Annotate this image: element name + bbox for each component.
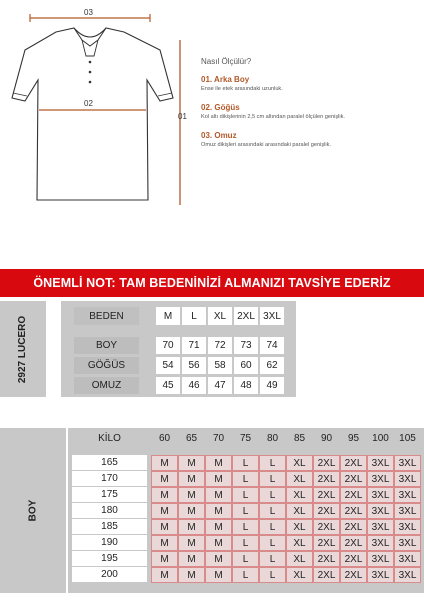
- recommended-size-cell: 2XL: [313, 455, 340, 471]
- recommended-size-cell: M: [178, 535, 205, 551]
- recommended-size-cell: M: [205, 487, 232, 503]
- recommended-size-cell: M: [178, 567, 205, 583]
- weight-header-cell: 80: [259, 430, 286, 447]
- recommended-size-cell: 3XL: [367, 519, 394, 535]
- important-note-banner: ÖNEMLİ NOT: TAM BEDENİNİZİ ALMANIZI TAVSİYE EDERİZ: [0, 269, 424, 297]
- size-header-label: BEDEN: [74, 307, 139, 325]
- recommended-size-cell: L: [259, 567, 286, 583]
- weight-header-cell: 105: [394, 430, 421, 447]
- recommended-size-cell: L: [232, 519, 259, 535]
- how-item-back-length: [201, 75, 416, 93]
- recommended-size-cell: M: [151, 455, 178, 471]
- weight-header-cell: 95: [340, 430, 367, 447]
- recommended-size-cell: XL: [286, 535, 313, 551]
- measurement-cell: 72: [208, 337, 232, 354]
- recommended-size-cell: 3XL: [394, 535, 421, 551]
- recommended-size-cell: XL: [286, 519, 313, 535]
- how-item-title: 03. Omuz: [201, 131, 237, 140]
- recommended-size-cell: 2XL: [340, 503, 367, 519]
- recommended-size-cell: M: [205, 503, 232, 519]
- weight-header-cell: 60: [151, 430, 178, 447]
- measurement-cell: 74: [260, 337, 284, 354]
- fit-table-side-label: [0, 428, 66, 593]
- height-row-label: 180: [72, 503, 147, 518]
- measurement-cell: 49: [260, 377, 284, 394]
- recommended-size-cell: 2XL: [340, 519, 367, 535]
- recommended-size-cell: XL: [286, 551, 313, 567]
- measurement-cell: 56: [182, 357, 206, 374]
- recommended-size-cell: M: [178, 487, 205, 503]
- size-header-cell: XL: [208, 307, 232, 325]
- measurement-guide: [0, 0, 424, 260]
- recommended-size-cell: 2XL: [313, 567, 340, 583]
- recommended-size-cell: 3XL: [394, 487, 421, 503]
- recommended-size-cell: M: [151, 567, 178, 583]
- measurement-cell: 58: [208, 357, 232, 374]
- recommended-size-cell: 3XL: [394, 471, 421, 487]
- recommended-size-cell: M: [151, 535, 178, 551]
- product-code: 2927 LUCERO: [17, 315, 29, 383]
- recommended-size-cell: L: [259, 519, 286, 535]
- recommended-size-cell: 3XL: [367, 471, 394, 487]
- measurement-row-label: OMUZ: [74, 377, 139, 394]
- recommended-size-cell: 3XL: [367, 567, 394, 583]
- how-item-title: 02. Göğüs: [201, 103, 240, 112]
- recommended-size-cell: 3XL: [394, 503, 421, 519]
- recommended-size-cell: M: [178, 471, 205, 487]
- weight-header-label: KİLO: [72, 430, 147, 447]
- weight-header-cell: 70: [205, 430, 232, 447]
- recommended-size-cell: M: [205, 455, 232, 471]
- recommended-size-cell: M: [205, 551, 232, 567]
- recommended-size-cell: 2XL: [313, 535, 340, 551]
- measurement-cell: 46: [182, 377, 206, 394]
- measurement-cell: 71: [182, 337, 206, 354]
- measurement-row-label: GÖĞÜS: [74, 357, 139, 374]
- recommended-size-cell: XL: [286, 487, 313, 503]
- recommended-size-cell: M: [151, 487, 178, 503]
- chest-label: 02: [84, 99, 93, 108]
- size-header-cell: L: [182, 307, 206, 325]
- recommended-size-cell: L: [259, 535, 286, 551]
- recommended-size-cell: M: [178, 455, 205, 471]
- recommended-size-cell: L: [259, 487, 286, 503]
- recommended-size-cell: 2XL: [313, 519, 340, 535]
- recommended-size-cell: XL: [286, 471, 313, 487]
- recommended-size-cell: 2XL: [313, 471, 340, 487]
- recommended-size-cell: 3XL: [367, 503, 394, 519]
- weight-header-cell: 90: [313, 430, 340, 447]
- recommended-size-cell: L: [232, 487, 259, 503]
- recommended-size-cell: 2XL: [340, 567, 367, 583]
- recommended-size-cell: 2XL: [313, 487, 340, 503]
- recommended-size-cell: 3XL: [367, 455, 394, 471]
- recommended-size-cell: 2XL: [340, 487, 367, 503]
- recommended-size-cell: L: [259, 551, 286, 567]
- measurement-cell: 62: [260, 357, 284, 374]
- recommended-size-cell: L: [232, 455, 259, 471]
- how-item-desc: Ense ile etek arasındaki uzunluk.: [201, 86, 283, 92]
- recommended-size-cell: 3XL: [394, 519, 421, 535]
- height-row-label: 195: [72, 551, 147, 566]
- measurement-cell: 70: [156, 337, 180, 354]
- recommended-size-cell: L: [232, 567, 259, 583]
- recommended-size-cell: M: [151, 519, 178, 535]
- recommended-size-cell: M: [205, 567, 232, 583]
- height-row-label: 175: [72, 487, 147, 502]
- height-row-label: 190: [72, 535, 147, 550]
- size-header-cell: 2XL: [234, 307, 258, 325]
- height-row-label: 200: [72, 567, 147, 582]
- recommended-size-cell: M: [151, 471, 178, 487]
- recommended-size-cell: M: [205, 471, 232, 487]
- measurement-row-label: BOY: [74, 337, 139, 354]
- recommended-size-cell: XL: [286, 567, 313, 583]
- recommended-size-cell: L: [232, 535, 259, 551]
- measurement-cell: 60: [234, 357, 258, 374]
- how-item-title: 01. Arka Boy: [201, 75, 250, 84]
- recommended-size-cell: 2XL: [340, 471, 367, 487]
- measurement-cell: 48: [234, 377, 258, 394]
- recommended-size-cell: 2XL: [340, 455, 367, 471]
- recommended-size-cell: 3XL: [394, 567, 421, 583]
- recommended-size-cell: 2XL: [313, 551, 340, 567]
- weight-header-cell: 85: [286, 430, 313, 447]
- recommended-size-cell: 3XL: [367, 535, 394, 551]
- recommended-size-cell: M: [205, 519, 232, 535]
- shirt-diagram: [0, 0, 200, 260]
- recommended-size-cell: M: [205, 535, 232, 551]
- back-length-label: 01: [178, 112, 187, 121]
- how-to-measure-title: Nasıl Ölçülür?: [201, 57, 252, 66]
- recommended-size-cell: M: [178, 551, 205, 567]
- size-header-cell: 3XL: [260, 307, 284, 325]
- recommended-size-cell: L: [259, 455, 286, 471]
- recommended-size-cell: 3XL: [394, 455, 421, 471]
- height-axis-label: BOY: [27, 499, 39, 522]
- recommended-size-cell: M: [178, 503, 205, 519]
- measurement-cell: 45: [156, 377, 180, 394]
- how-item-desc: Kol altı dikişlerinin 2,5 cm altından paralel ölçülen genişlik.: [201, 114, 345, 120]
- recommended-size-cell: M: [178, 519, 205, 535]
- shoulder-label: 03: [84, 8, 93, 17]
- recommended-size-cell: 3XL: [367, 487, 394, 503]
- recommended-size-cell: L: [232, 503, 259, 519]
- recommended-size-cell: L: [232, 551, 259, 567]
- weight-header-cell: 75: [232, 430, 259, 447]
- recommended-size-cell: 2XL: [340, 551, 367, 567]
- recommended-size-cell: 2XL: [340, 535, 367, 551]
- size-header-cell: M: [156, 307, 180, 325]
- measurement-cell: 47: [208, 377, 232, 394]
- measurement-cell: 73: [234, 337, 258, 354]
- weight-header-cell: 65: [178, 430, 205, 447]
- size-table-side-label: [0, 301, 46, 397]
- how-item-shoulder: [201, 131, 416, 149]
- height-row-label: 185: [72, 519, 147, 534]
- recommended-size-cell: L: [259, 471, 286, 487]
- height-row-label: 170: [72, 471, 147, 486]
- recommended-size-cell: L: [232, 471, 259, 487]
- recommended-size-cell: 3XL: [394, 551, 421, 567]
- how-item-desc: Omuz dikişleri arasındaki arasındaki paralel genişlik.: [201, 142, 331, 148]
- how-item-chest: [201, 103, 416, 121]
- recommended-size-cell: M: [151, 503, 178, 519]
- recommended-size-cell: XL: [286, 455, 313, 471]
- recommended-size-cell: M: [151, 551, 178, 567]
- weight-header-cell: 100: [367, 430, 394, 447]
- recommended-size-cell: L: [259, 503, 286, 519]
- recommended-size-cell: XL: [286, 503, 313, 519]
- how-to-measure: [201, 57, 416, 159]
- height-row-label: 165: [72, 455, 147, 470]
- recommended-size-cell: 3XL: [367, 551, 394, 567]
- measurement-cell: 54: [156, 357, 180, 374]
- recommended-size-cell: 2XL: [313, 503, 340, 519]
